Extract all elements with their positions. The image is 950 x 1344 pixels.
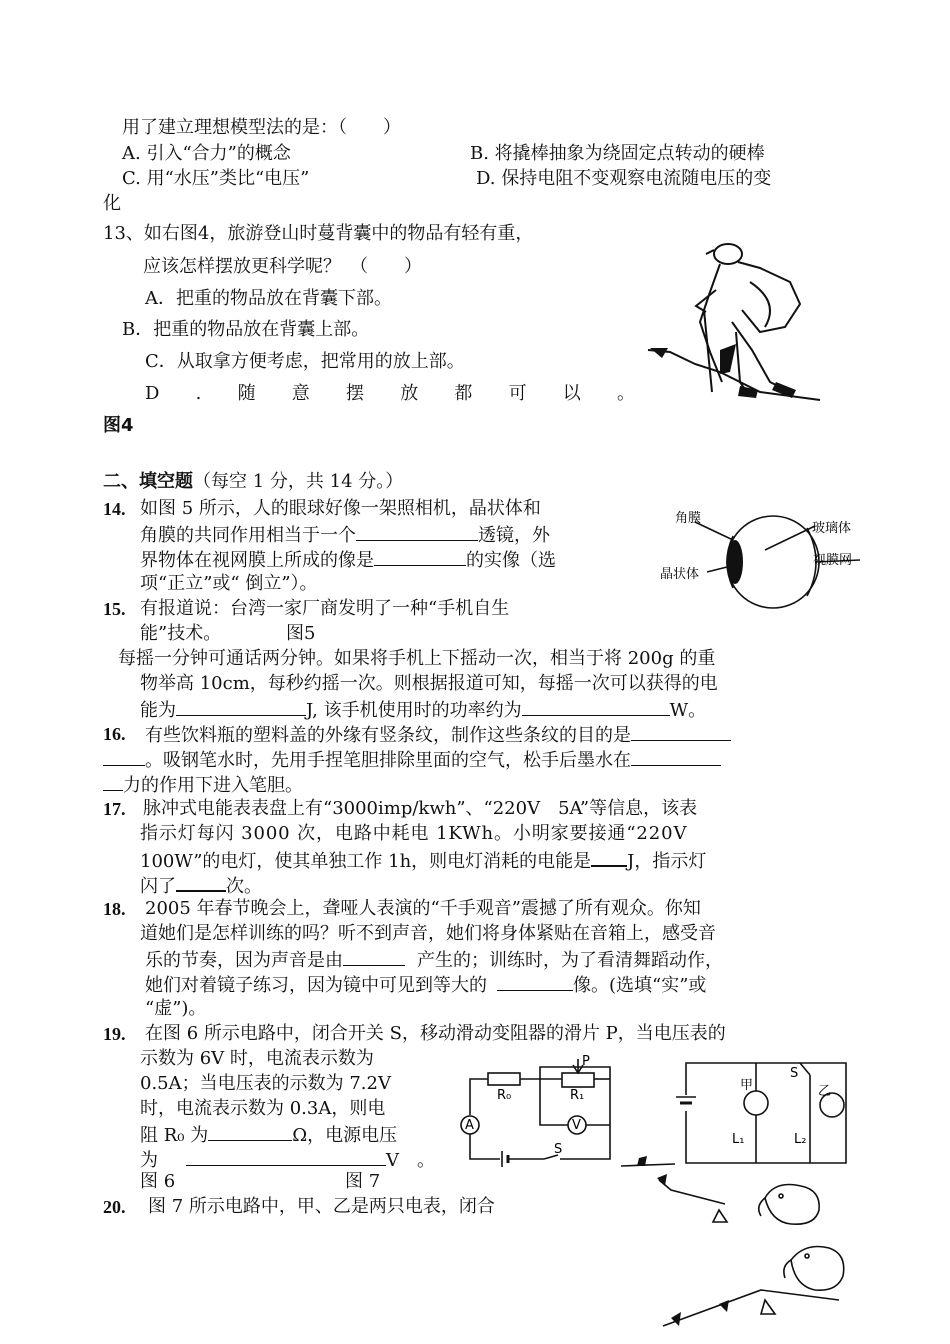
circuit6-label-p: P <box>582 1055 590 1069</box>
q19-blank-1[interactable] <box>208 1122 292 1141</box>
q19-blank-2[interactable] <box>186 1147 386 1166</box>
q19-line1: 在图 6 所示电路中，闭合开关 S，移动滑动变阻器的滑片 P，当电压表的 <box>145 1023 726 1044</box>
q17-line1: 脉冲式电能表表盘上有“3000imp/kwh”、“220V 5A”等信息，该表 <box>143 798 698 819</box>
q18-line2: 道她们是怎样训练的吗？听不到声音，她们将身体紧贴在音箱上，感受音 <box>140 923 716 944</box>
q12-option-d-wrap: 化 <box>103 193 121 214</box>
q12-option-c: C. 用“水压”类比“电压” <box>122 168 310 189</box>
q15-line1: 有报道说：台湾一家厂商发明了一种“手机自生 <box>140 598 510 619</box>
meter-label-yi: 乙 <box>818 1084 832 1099</box>
q15-blank-1[interactable] <box>176 697 306 716</box>
section2-heading <box>103 470 403 494</box>
q12-option-a: A. 引入“合力”的概念 <box>122 143 291 164</box>
figure-4-label: 图4 <box>103 415 134 436</box>
circuit-diagram-6 <box>458 1055 618 1170</box>
q18-line1: 2005 年春节晚会上，聋哑人表演的“千手观音”震撼了所有观众。你知 <box>145 898 701 919</box>
q13-line1: 13、如右图4，旅游登山时蔓背囊中的物品有轻有重， <box>103 223 534 244</box>
q20-number: 20. <box>103 1197 126 1217</box>
figure-6-label: 图 6 <box>140 1171 176 1192</box>
q12-option-d: D. 保持电阻不变观察电流随电压的变 <box>476 168 772 189</box>
q13-option-d: D . 随 意 摆 放 都 可 以 。 <box>145 383 635 404</box>
q18-line4: 她们对着镜子练习，因为镜中可见到等大的 像。(选填“实”或 <box>145 972 706 998</box>
q19-line6: 为 V 。 <box>140 1147 435 1173</box>
q19-line5: 阻 R₀ 为 Ω，电源电压 <box>140 1122 397 1148</box>
q13-option-b: B．把重的物品放在背囊上部。 <box>122 319 370 340</box>
q16-blank-1a[interactable] <box>631 722 731 741</box>
elephant-seesaw-illustration <box>615 1150 860 1340</box>
eye-diagram <box>655 510 870 615</box>
q15-line2: 能”技术。 <box>140 623 222 644</box>
q18-line3: 乐的节奏，因为声音是由 产生的；训练时，为了看清舞蹈动作， <box>145 947 723 973</box>
q18-number: 18. <box>103 899 126 919</box>
lamp-label-l1: L₁ <box>732 1132 745 1147</box>
q16-number: 16. <box>103 724 126 744</box>
figure-7-label: 图 7 <box>345 1171 381 1192</box>
q17-line3: 100W”的电灯，使其单独工作 1h，则电灯消耗的电能是 J，指示灯 <box>140 847 706 874</box>
section2-title: 二、填空题 <box>103 471 193 492</box>
q16-blank-2b[interactable] <box>103 772 123 791</box>
q19-line4: 时，电流表示数为 0.3A，则电 <box>140 1098 386 1119</box>
q19-number: 19. <box>103 1024 126 1044</box>
q17-line2: 指示灯每闪 3000 次，电路中耗电 1KWh。小明家要接通“220V <box>140 823 688 844</box>
q12-option-b: B. 将撬棒抽象为绕固定点转动的硬棒 <box>470 143 765 164</box>
q15-number: 15. <box>103 599 126 619</box>
q13-line2: 应该怎样摆放更科学呢？ （ ） <box>143 256 422 277</box>
voltmeter-label: V <box>572 1118 581 1133</box>
circuit6-label-r1: R₁ <box>570 1088 585 1103</box>
q19-line2: 示数为 6V 时，电流表示数为 <box>140 1048 374 1069</box>
q14-line2: 角膜的共同作用相当于一个 透镜，外 <box>140 522 550 548</box>
circuit7-label-s: S <box>790 1066 799 1081</box>
q18-blank-2[interactable] <box>497 972 573 991</box>
eye-label-vitreous: 玻璃体 <box>812 521 852 536</box>
q20-line1: 图 7 所示电路中，甲、乙是两只电表，闭合 <box>148 1196 495 1217</box>
q16-line1: 有些饮料瓶的塑料盖的外缘有竖条纹，制作这些条纹的目的是 <box>145 722 731 748</box>
circuit6-label-s: S <box>554 1142 563 1157</box>
q17-line4: 闪了 次。 <box>140 872 262 899</box>
q14-line4: 项“正立”或“ 倒立”）。 <box>140 573 318 594</box>
q17-blank-2[interactable] <box>176 872 226 892</box>
q13-option-c: C．从取拿方便考虑，把常用的放上部。 <box>145 351 465 372</box>
q16-blank-1b[interactable] <box>103 747 145 766</box>
q14-blank-2[interactable] <box>374 547 466 566</box>
eye-label-cornea: 角膜 <box>675 511 702 526</box>
q16-line2: 。吸钢笔水时，先用手捏笔胆排除里面的空气，松手后墨水在 <box>103 747 721 773</box>
q15-line5: 能为 J, 该手机使用时的功率约为 W。 <box>140 697 706 723</box>
meter-label-jia: 甲 <box>740 1078 754 1093</box>
q14-line1: 如图 5 所示，人的眼球好像一架照相机，晶状体和 <box>140 498 541 519</box>
eye-label-retina: 视膜网 <box>813 553 853 568</box>
figure-5-label: 图5 <box>286 623 316 644</box>
q19-line3: 0.5A；当电压表的示数为 7.2V <box>140 1073 391 1094</box>
q15-line4: 物举高 10cm，每秒约摇一次。则根据报道可知，每摇一次可以获得的电 <box>140 673 718 694</box>
q12-stem-tail: 用了建立理想模型法的是：（ ） <box>122 117 401 138</box>
section2-note: （每空 1 分，共 14 分。） <box>193 471 404 492</box>
q13-option-a: A．把重的物品放在背囊下部。 <box>145 288 392 309</box>
q18-blank-1[interactable] <box>343 947 405 966</box>
ammeter-label: A <box>465 1118 474 1133</box>
q18-line5: “虚”)。 <box>145 998 207 1019</box>
circuit6-label-r0: R₀ <box>497 1088 512 1103</box>
q14-number: 14. <box>103 499 126 519</box>
eye-label-lens: 晶状体 <box>660 567 700 582</box>
q15-blank-2[interactable] <box>522 697 670 716</box>
q16-line3: 力的作用下进入笔胆。 <box>103 772 303 798</box>
lamp-label-l2: L₂ <box>794 1132 807 1147</box>
q14-blank-1[interactable] <box>356 522 478 541</box>
hiker-illustration <box>640 232 830 407</box>
q16-blank-2a[interactable] <box>631 747 721 766</box>
q15-line3: 每摇一分钟可通话两分钟。如果将手机上下摇动一次，相当于将 200g 的重 <box>118 648 716 669</box>
q17-blank-1[interactable] <box>591 847 627 867</box>
q14-line3: 界物体在视网膜上所成的像是 的实像（选 <box>140 547 556 573</box>
q17-number: 17. <box>103 799 126 819</box>
